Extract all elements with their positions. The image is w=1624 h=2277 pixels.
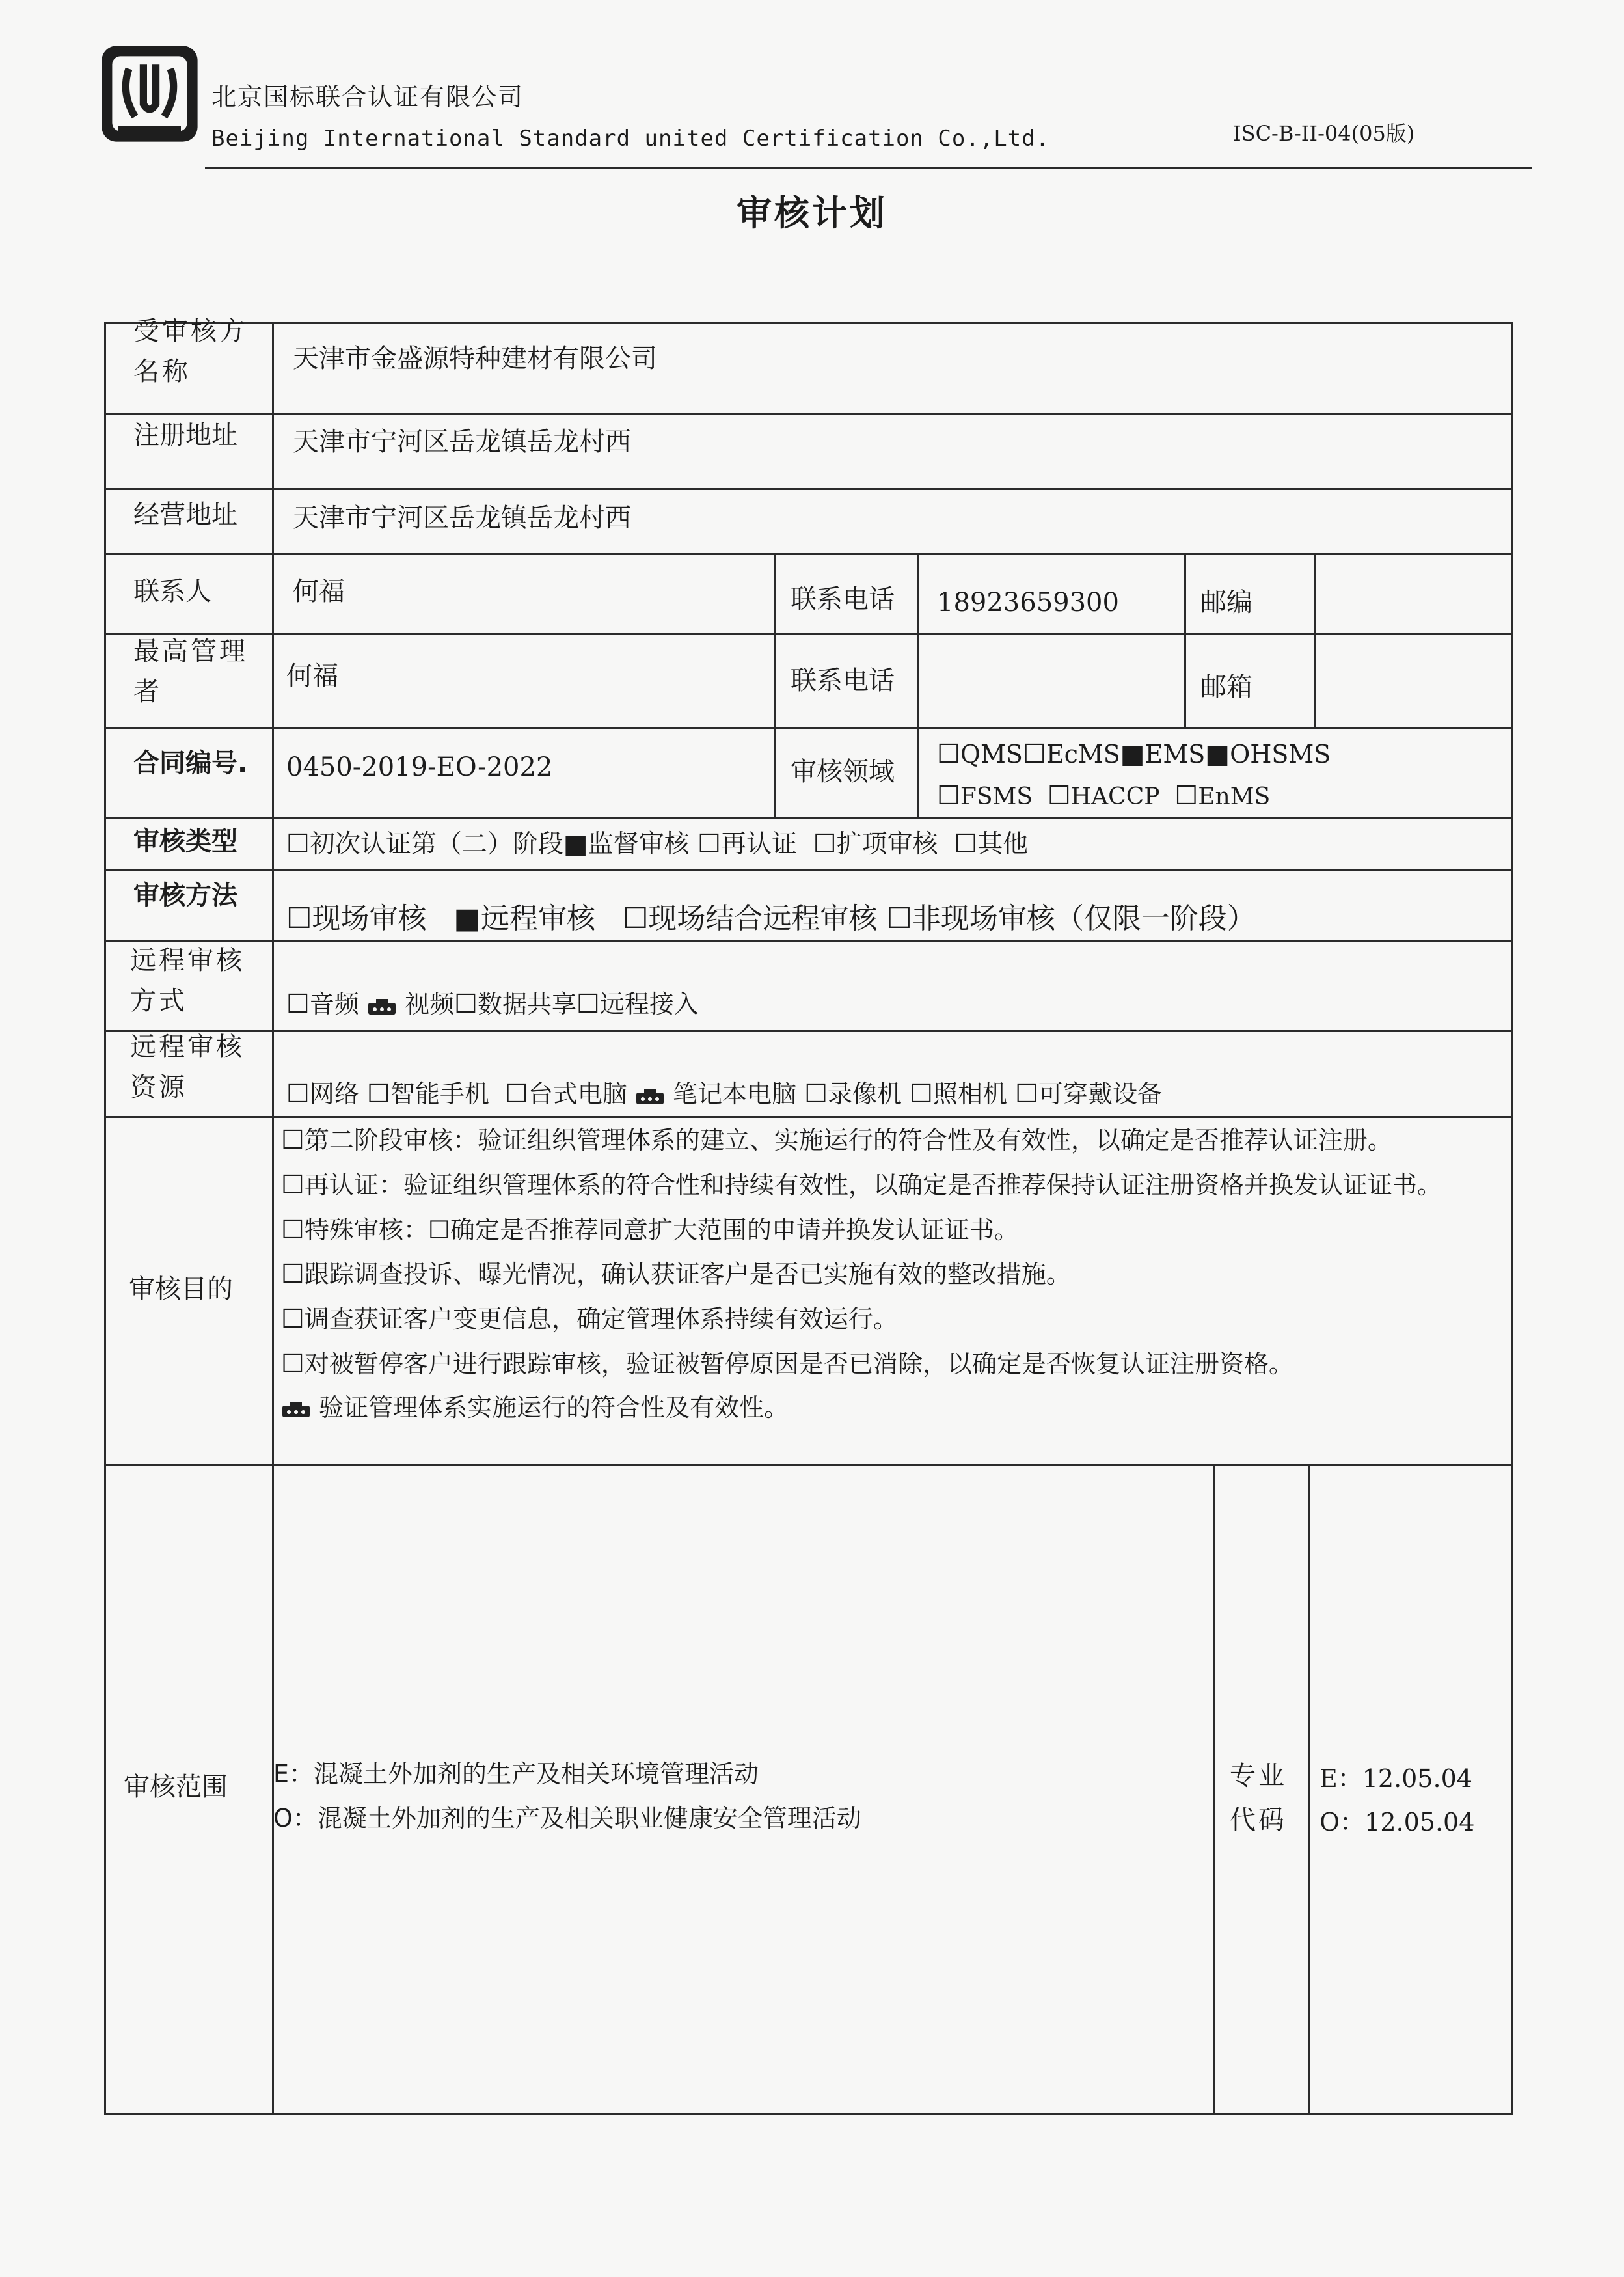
document-code: ISC-B-II-04(05版) <box>1233 121 1415 146</box>
type-surveillance-checkbox[interactable]: ■监督审核 <box>563 829 690 859</box>
postcode-label: 邮编 <box>1200 588 1252 618</box>
audit-domain-line2 <box>937 776 1270 816</box>
purpose-suspended[interactable]: ☐对被暂停客户进行跟踪审核，验证被暂停原因是否已消除，以确定是否恢复认证注册资格。 <box>281 1348 1293 1379</box>
type-extension-checkbox[interactable]: ☐扩项审核 <box>813 829 938 859</box>
purpose-stage2[interactable]: ☐第二阶段审核：验证组织管理体系的建立、实施运行的符合性及有效性，以确定是否推荐认证注册。 <box>281 1125 1392 1155</box>
audit-method-label: 审核方法 <box>133 880 237 910</box>
domain-enms-checkbox[interactable]: ☐EnMS <box>1174 781 1271 811</box>
contact-person-value: 何福 <box>293 577 345 607</box>
contact-phone-label: 联系电话 <box>791 584 895 614</box>
auditee-name-label: 受审核方名称 <box>133 316 248 387</box>
auditee-name-value: 天津市金盛源特种建材有限公司 <box>293 344 657 374</box>
purpose-verify[interactable]: 验证管理体系实施运行的符合性及有效性。 <box>281 1387 1508 1429</box>
scope-line-e: E：混凝土外加剂的生产及相关环境管理活动 <box>273 1760 759 1788</box>
audit-purpose-label: 审核目的 <box>129 1274 233 1304</box>
page-title: 审核计划 <box>737 193 887 234</box>
top-manager-label: 最高管理者 <box>133 636 248 707</box>
remote-resource-label: 远程审核资源 <box>130 1032 245 1102</box>
remote-mode-label: 远程审核方式 <box>130 946 245 1016</box>
res-wearable-checkbox[interactable]: ☐可穿戴设备 <box>1015 1079 1162 1109</box>
res-laptop-checkbox[interactable]: 笔记本电脑 <box>635 1080 796 1108</box>
method-hybrid-checkbox[interactable]: ☐现场结合远程审核 <box>622 902 878 935</box>
code-e: E：12.05.04 <box>1320 1764 1472 1793</box>
domain-ecms-checkbox[interactable]: ☐EcMS <box>1022 739 1120 769</box>
type-recert-checkbox[interactable]: ☐再认证 <box>697 829 797 859</box>
remote-mode-options <box>286 984 699 1024</box>
contact-phone-value: 18923659300 <box>937 588 1119 618</box>
contract-number-label: 合同编号. <box>133 748 248 778</box>
company-name-cn: 北京国标联合认证有限公司 <box>211 83 524 111</box>
mode-remoteaccess-checkbox[interactable]: ☐远程接入 <box>576 989 699 1019</box>
operating-address-label: 经营地址 <box>133 500 237 530</box>
contract-number-value: 0450-2019-EO-2022 <box>286 752 553 782</box>
registered-address-label: 注册地址 <box>133 420 237 450</box>
remote-resource-options <box>286 1074 1162 1114</box>
res-smartphone-checkbox[interactable]: ☐智能手机 <box>366 1079 489 1109</box>
checked-mark-icon <box>635 1086 665 1106</box>
manager-phone-label: 联系电话 <box>791 666 895 696</box>
res-recorder-checkbox[interactable]: ☐录像机 <box>804 1079 902 1109</box>
domain-qms-checkbox[interactable]: ☐QMS <box>937 739 1023 769</box>
company-name-en: Beijing International Standard united Certification Co.,Ltd. <box>211 126 1050 152</box>
audit-domain-label: 审核领域 <box>791 757 895 787</box>
top-manager-value: 何福 <box>286 661 338 691</box>
audit-scope-label: 审核范围 <box>124 1772 228 1802</box>
audit-method-options <box>286 897 1256 941</box>
purpose-special[interactable]: ☐特殊审核：☐确定是否推荐同意扩大范围的申请并换发认证证书。 <box>281 1214 1019 1245</box>
mode-datashare-checkbox[interactable]: ☐数据共享 <box>454 989 576 1019</box>
discipline-code-label: 专业代码 <box>1230 1761 1287 1835</box>
purpose-change[interactable]: ☐调查获证客户变更信息，确定管理体系持续有效运行。 <box>281 1304 898 1335</box>
discipline-codes <box>1320 1757 1474 1844</box>
contact-person-label: 联系人 <box>133 577 211 607</box>
mode-audio-checkbox[interactable]: ☐音频 <box>286 989 359 1019</box>
checked-mark-icon <box>367 996 397 1016</box>
res-camera-checkbox[interactable]: ☐照相机 <box>910 1079 1008 1109</box>
domain-haccp-checkbox[interactable]: ☐HACCP <box>1047 781 1160 811</box>
registered-address-value: 天津市宁河区岳龙镇岳龙村西 <box>293 427 631 457</box>
type-initial-checkbox[interactable]: ☐初次认证第（二）阶段 <box>286 829 563 859</box>
operating-address-value: 天津市宁河区岳龙镇岳龙村西 <box>293 503 631 533</box>
audit-domain-line1 <box>937 734 1331 774</box>
audit-purpose-list <box>281 1118 1508 1429</box>
method-offsite-checkbox[interactable]: ☐非现场审核（仅限一阶段） <box>886 902 1256 935</box>
domain-fsms-checkbox[interactable]: ☐FSMS <box>937 781 1033 811</box>
email-label: 邮箱 <box>1200 672 1252 702</box>
code-o: O：12.05.04 <box>1320 1807 1475 1836</box>
audit-type-label: 审核类型 <box>133 826 237 856</box>
domain-ohsms-checkbox[interactable]: ■OHSMS <box>1205 739 1331 769</box>
method-remote-checkbox[interactable]: ■远程审核 <box>453 902 595 935</box>
purpose-recert[interactable]: ☐再认证：验证组织管理体系的符合性和持续有效性，以确定是否推荐保持认证注册资格并换发认证证书。 <box>281 1169 1442 1200</box>
audit-scope-lines <box>273 1752 861 1841</box>
mode-video-checkbox[interactable]: 视频 <box>367 990 454 1018</box>
type-other-checkbox[interactable]: ☐其他 <box>954 829 1029 859</box>
audit-type-options <box>286 824 1028 864</box>
res-network-checkbox[interactable]: ☐网络 <box>286 1079 359 1109</box>
domain-ems-checkbox[interactable]: ■EMS <box>1120 739 1206 769</box>
bisc-logo-icon <box>98 42 202 146</box>
scope-line-o: O：混凝土外加剂的生产及相关职业健康安全管理活动 <box>273 1804 861 1833</box>
method-onsite-checkbox[interactable]: ☐现场审核 <box>286 902 427 935</box>
header-divider <box>205 167 1532 169</box>
purpose-complaint[interactable]: ☐跟踪调查投诉、曝光情况，确认获证客户是否已实施有效的整改措施。 <box>281 1259 1071 1290</box>
res-desktop-checkbox[interactable]: ☐台式电脑 <box>505 1079 627 1109</box>
checked-mark-icon <box>281 1399 311 1419</box>
